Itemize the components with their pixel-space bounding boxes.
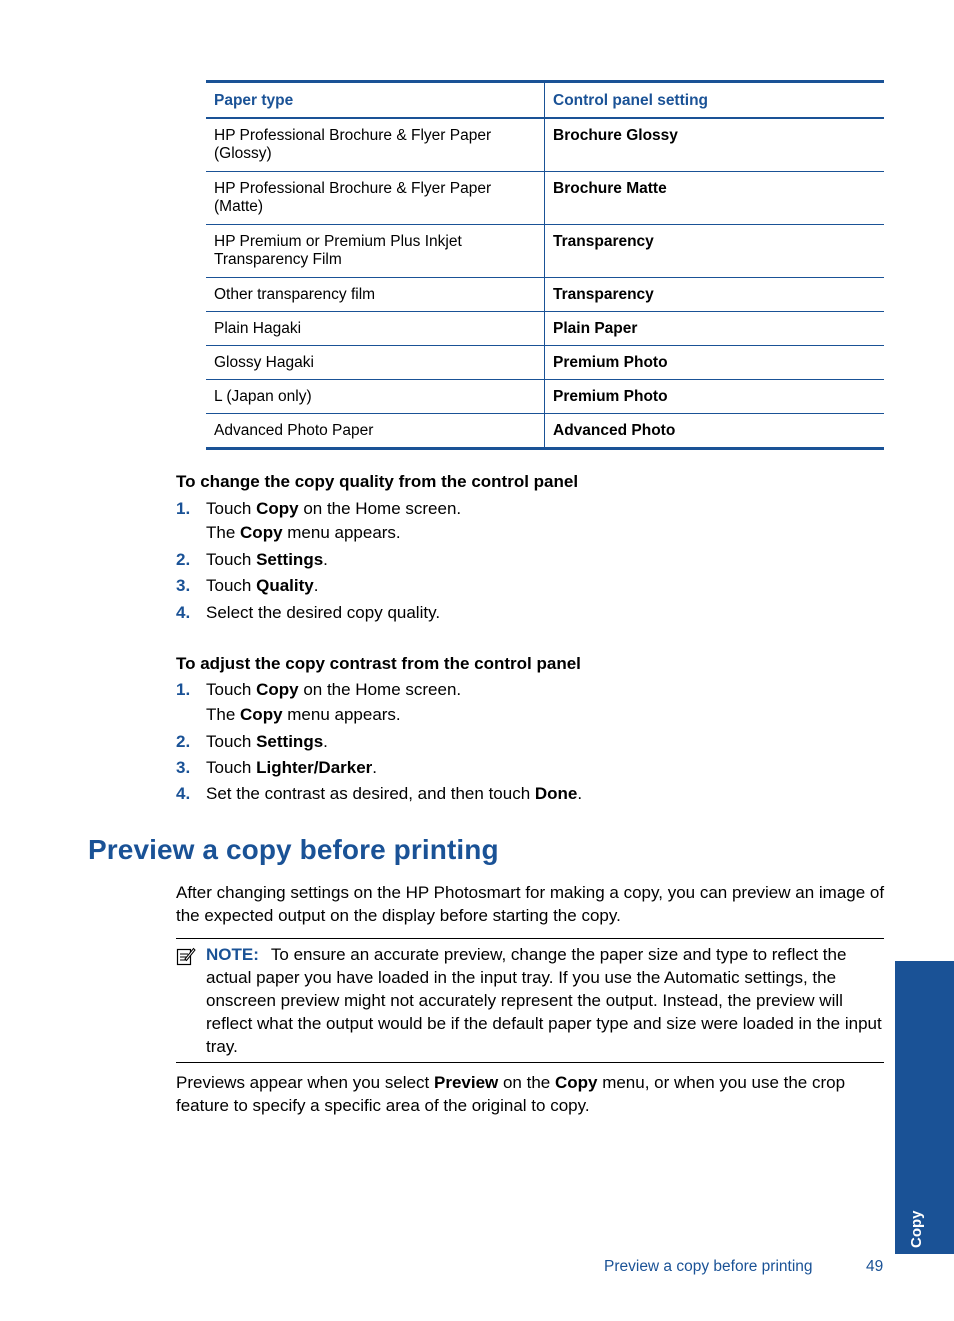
table-row (206, 346, 884, 380)
cell-paper-type: Other transparency film (206, 278, 545, 312)
note-text: To ensure an accurate preview, change the paper size and type to reflect the actual paper you have loaded in the input tray. If you use the Automatic settings, the onscreen preview might not accurately represent the output. Instead, the preview will reflect what the output would be if the default paper type and size were loaded in the input tray. (206, 945, 882, 1056)
step-keyword: Done (534, 784, 578, 803)
note-top-divider (176, 938, 884, 939)
intro-paragraph: After changing settings on the HP Photosmart for making a copy, you can preview an image of the expected output on the display before starting the copy. (176, 883, 885, 925)
step-text: Touch (206, 680, 257, 699)
step-number: 3. (176, 758, 191, 777)
table-row (206, 380, 884, 414)
step-number: 4. (176, 784, 191, 803)
step-keyword: Lighter/Darker (256, 758, 373, 777)
step-text: Touch (206, 499, 257, 518)
table-row (206, 414, 884, 449)
note-icon (176, 946, 196, 966)
step-number: 1. (176, 499, 191, 518)
paragraph-text: menu, or when you use the crop feature to specify a specific area of the original to copy. (176, 1073, 846, 1115)
step-text: Select the desired copy quality. (206, 603, 441, 622)
step-text: Touch (206, 732, 257, 751)
step-text: on the Home screen. (298, 680, 462, 699)
step-text: menu appears. (282, 705, 401, 724)
closing-paragraph (176, 1072, 886, 1117)
step-number: 1. (176, 680, 191, 699)
cell-setting: Transparency (545, 278, 885, 312)
step-result (206, 705, 401, 725)
table-header-row (206, 82, 884, 119)
header-control-panel-setting: Control panel setting (545, 82, 885, 119)
section-title: Preview a copy before printing (88, 834, 499, 865)
cell-paper-type: Advanced Photo Paper (206, 414, 545, 449)
cell-paper-type: HP Premium or Premium Plus Inkjet Transparency Film (206, 225, 545, 278)
paper-type-table (206, 80, 884, 450)
paragraph-text: Previews appear when you select (176, 1073, 434, 1092)
cell-paper-type: HP Professional Brochure & Flyer Paper (Matte) (206, 172, 545, 225)
cell-paper-type: HP Professional Brochure & Flyer Paper (Glossy) (206, 118, 545, 172)
step-text: Touch (206, 550, 257, 569)
procedure-title-quality: To change the copy quality from the control panel (176, 472, 579, 491)
step-text: Touch (206, 576, 257, 595)
cell-setting: Plain Paper (545, 312, 885, 346)
cell-setting: Brochure Matte (545, 172, 885, 225)
step-text: . (323, 732, 328, 751)
step-number: 3. (176, 576, 191, 595)
table-row (206, 172, 884, 225)
step-text: The (206, 705, 241, 724)
step-keyword: Copy (256, 680, 299, 699)
paragraph-text: on the (498, 1073, 555, 1092)
cell-setting: Premium Photo (545, 380, 885, 414)
step-keyword: Copy (256, 499, 299, 518)
step-number: 2. (176, 732, 191, 751)
step-text: . (577, 784, 583, 803)
step-keyword: Quality (256, 576, 314, 595)
step-text: . (372, 758, 378, 777)
step-text: Touch (206, 758, 257, 777)
step-keyword: Copy (240, 705, 283, 724)
step-text: . (313, 576, 319, 595)
note-bottom-divider (176, 1062, 884, 1063)
note-label: NOTE: (206, 945, 259, 964)
cell-setting: Advanced Photo (545, 414, 885, 449)
footer-section-title: Preview a copy before printing (604, 1258, 813, 1275)
table-row (206, 312, 884, 346)
table-row (206, 118, 884, 172)
step-text: on the Home screen. (298, 499, 462, 518)
paragraph-keyword: Preview (433, 1073, 499, 1092)
cell-setting: Transparency (545, 225, 885, 278)
procedure-title-contrast: To adjust the copy contrast from the control panel (176, 654, 581, 673)
cell-paper-type: Plain Hagaki (206, 312, 545, 346)
paragraph-keyword: Copy (554, 1073, 598, 1092)
table-row (206, 278, 884, 312)
step-keyword: Copy (240, 523, 283, 542)
step-number: 4. (176, 603, 191, 622)
step-text: Set the contrast as desired, and then touch (206, 784, 535, 803)
step-text: . (323, 550, 328, 569)
footer-page-number: 49 (866, 1258, 884, 1275)
step-text: The (206, 523, 241, 542)
cell-paper-type: Glossy Hagaki (206, 346, 545, 380)
step-result (206, 523, 401, 543)
cell-paper-type: L (Japan only) (206, 380, 545, 414)
step-text: menu appears. (282, 523, 401, 542)
header-paper-type: Paper type (206, 82, 545, 119)
chapter-side-tab-label: Copy (908, 1210, 925, 1248)
step-keyword: Settings (256, 732, 324, 751)
step-number: 2. (176, 550, 191, 569)
table-row (206, 225, 884, 278)
cell-setting: Premium Photo (545, 346, 885, 380)
note-block (206, 943, 886, 1058)
cell-setting: Brochure Glossy (545, 118, 885, 172)
step-keyword: Settings (256, 550, 324, 569)
